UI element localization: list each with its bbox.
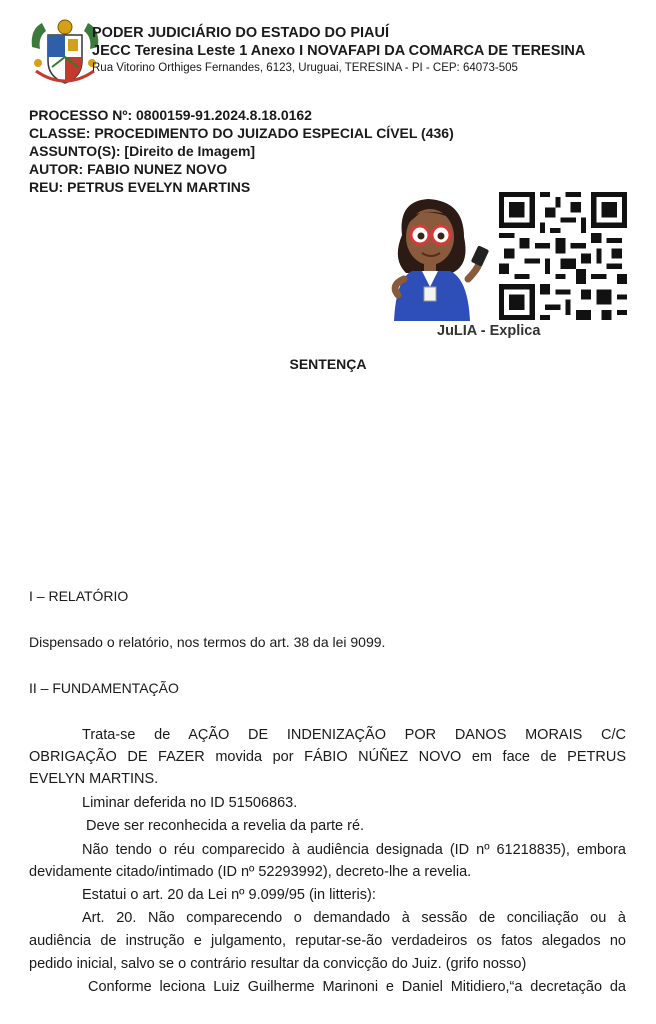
case-assunto: ASSUNTO(S): [Direito de Imagem] (29, 143, 256, 159)
section-heading-relatorio: I – RELATÓRIO (29, 588, 129, 604)
julia-avatar-illustration (380, 195, 498, 321)
paragraph-4-line-1: Não tendo o réu comparecido à audiência designada (ID nº 61218835), embora (82, 842, 626, 858)
paragraph-1-line-3: EVELYN MARTINS. (29, 771, 159, 787)
case-reu: REU: PETRUS EVELYN MARTINS (29, 179, 251, 195)
header-court-name: PODER JUDICIÁRIO DO ESTADO DO PIAUÍ (92, 25, 390, 41)
paragraph-1-line-2: OBRIGAÇÃO DE FAZER movida por FÁBIO NÚÑEZ NOVO em face de PETRUS (29, 749, 626, 765)
header-address: Rua Vitorino Orthiges Fernandes, 6123, Uruguai, TERESINA - PI - CEP: 64073-505 (92, 62, 518, 74)
paragraph-6-line-1: Art. 20. Não comparecendo o demandado à sessão de conciliação ou à (82, 910, 626, 926)
document-title: SENTENÇA (289, 356, 367, 372)
paragraph-7-line-1: Conforme leciona Luiz Guilherme Marinoni e Daniel Mitidiero,“a decretação da (88, 979, 626, 995)
paragraph-1-line-1: Trata-se de AÇÃO DE INDENIZAÇÃO POR DANOS MORAIS C/C (82, 727, 626, 743)
header-court-unit: JECC Teresina Leste 1 Anexo I NOVAFAPI DA COMARCA DE TERESINA (92, 43, 586, 59)
court-crest-logo (28, 17, 102, 87)
case-autor: AUTOR: FABIO NUNEZ NOVO (29, 161, 228, 177)
paragraph-6-line-2: audiência de instrução e julgamento, reputar-se-ão verdadeiros os fatos alegados no (29, 933, 626, 949)
julia-explica-label[interactable]: JuLIA - Explica (437, 323, 541, 339)
case-classe: CLASSE: PROCEDIMENTO DO JUIZADO ESPECIAL CÍVEL (436) (29, 125, 454, 141)
relatorio-text: Dispensado o relatório, nos termos do art. 38 da lei 9099. (29, 634, 386, 650)
case-processo: PROCESSO Nº: 0800159-91.2024.8.18.0162 (29, 107, 312, 123)
paragraph-6-line-3: pedido inicial, salvo se o contrário resultar da convicção do Juiz. (grifo nosso) (29, 956, 527, 972)
paragraph-2: Liminar deferida no ID 51506863. (82, 795, 298, 811)
paragraph-4-line-2: devidamente citado/intimado (ID nº 52293992), decreto-lhe a revelia. (29, 864, 472, 880)
paragraph-5: Estatui o art. 20 da Lei nº 9.099/95 (in litteris): (82, 887, 376, 903)
section-heading-fundamentacao: II – FUNDAMENTAÇÃO (29, 680, 179, 696)
paragraph-3: Deve ser reconhecida a revelia da parte ré. (86, 818, 365, 834)
qr-code[interactable] (498, 192, 628, 320)
